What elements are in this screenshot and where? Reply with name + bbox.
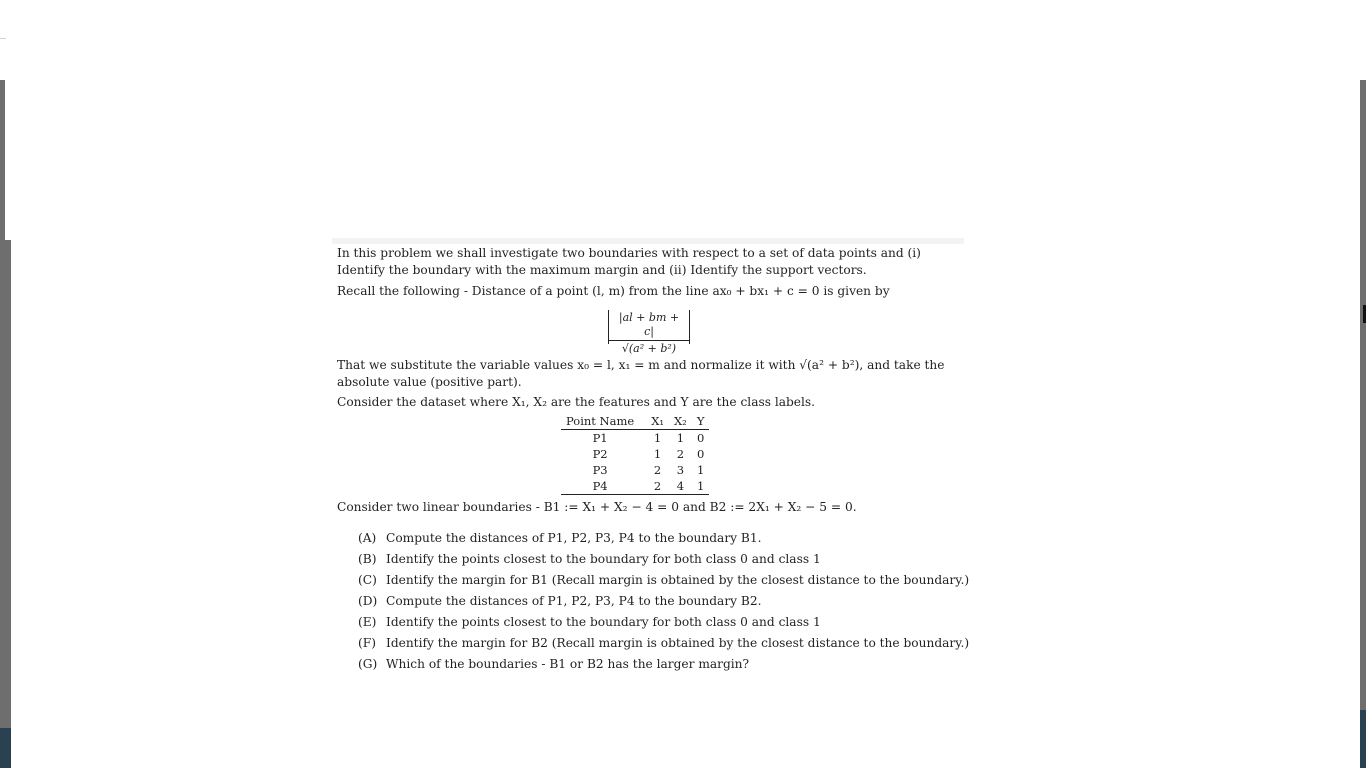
table-row bbox=[561, 430, 709, 447]
problem-intro: In this problem we shall investigate two boundaries with respect to a set of data points and (i) Identify the boundary with the maximum margin and (ii) Identify the support vectors. bbox=[337, 246, 921, 277]
formula-numerator: |al + bm + c| bbox=[609, 310, 689, 341]
question-label: (B) bbox=[358, 552, 377, 566]
question-label: (C) bbox=[358, 573, 377, 587]
list-item bbox=[358, 654, 969, 675]
list-item bbox=[358, 549, 969, 570]
substitute-text: That we substitute the variable values x₀ = l, x₁ = m and normalize it with √(a² + b²), and take the absolute value (positive part). bbox=[337, 358, 945, 389]
question-text: Which of the boundaries - B1 or B2 has the larger margin? bbox=[386, 657, 750, 671]
question-text: Identify the margin for B2 (Recall margin is obtained by the closest distance to the boundary.) bbox=[386, 636, 970, 650]
question-text: Identify the points closest to the boundary for both class 0 and class 1 bbox=[386, 615, 821, 629]
cell-y: 0 bbox=[696, 447, 705, 461]
table-header-row bbox=[561, 414, 709, 430]
cell-x2: 1 bbox=[676, 431, 685, 445]
cell-x2: 2 bbox=[676, 447, 685, 461]
list-item bbox=[358, 612, 969, 633]
cell-point: P4 bbox=[561, 478, 646, 495]
cell-x2: 3 bbox=[676, 463, 685, 477]
question-label: (F) bbox=[358, 636, 376, 650]
question-text: Identify the margin for B1 (Recall margin is obtained by the closest distance to the boundary.) bbox=[386, 573, 970, 587]
question-text: Compute the distances of P1, P2, P3, P4 to the boundary B1. bbox=[386, 531, 762, 545]
question-label: (E) bbox=[358, 615, 377, 629]
screen-edge-left bbox=[0, 80, 5, 240]
dataset-intro: Consider the dataset where X₁, X₂ are the features and Y are the class labels. bbox=[337, 395, 816, 409]
list-item bbox=[358, 570, 969, 591]
window-edge-line bbox=[0, 38, 6, 39]
cell-y: 0 bbox=[696, 431, 705, 445]
question-list bbox=[358, 528, 969, 675]
table-row bbox=[561, 462, 709, 478]
recall-text: Recall the following - Distance of a point (l, m) from the line ax₀ + bx₁ + c = 0 is given by bbox=[337, 284, 890, 298]
question-label: (A) bbox=[358, 531, 377, 545]
cell-x1: 2 bbox=[646, 478, 669, 495]
header-x1: X₁ bbox=[646, 414, 669, 430]
distance-formula bbox=[608, 310, 690, 355]
cell-y: 1 bbox=[696, 463, 705, 477]
header-point-name: Point Name bbox=[561, 414, 646, 430]
cell-x2: 4 bbox=[669, 478, 692, 495]
list-item bbox=[358, 633, 969, 654]
cell-x1: 1 bbox=[653, 447, 662, 461]
header-y: Y bbox=[692, 414, 710, 430]
dataset-table bbox=[561, 414, 709, 495]
page-top-shade bbox=[332, 238, 964, 244]
question-label: (D) bbox=[358, 594, 378, 608]
cell-x1: 1 bbox=[653, 431, 662, 445]
cell-point: P3 bbox=[592, 463, 608, 477]
question-text: Compute the distances of P1, P2, P3, P4 to the boundary B2. bbox=[386, 594, 762, 608]
cell-point: P2 bbox=[592, 447, 608, 461]
screen-edge-right bbox=[1360, 80, 1366, 710]
cell-y: 1 bbox=[692, 478, 710, 495]
problem-page bbox=[332, 238, 970, 688]
screen-edge-left-lower bbox=[0, 240, 11, 728]
header-x2: X₂ bbox=[669, 414, 692, 430]
list-item bbox=[358, 591, 969, 612]
cell-x1: 2 bbox=[653, 463, 662, 477]
taskbar-edge-right bbox=[1360, 710, 1366, 768]
formula-denominator: √(a² + b²) bbox=[621, 342, 677, 355]
cell-point: P1 bbox=[592, 431, 608, 445]
question-label: (G) bbox=[358, 657, 378, 671]
list-item bbox=[358, 528, 969, 549]
question-text: Identify the points closest to the boundary for both class 0 and class 1 bbox=[386, 552, 821, 566]
table-row bbox=[561, 478, 709, 495]
boundaries-text: Consider two linear boundaries - B1 := X₁ + X₂ − 4 = 0 and B2 := 2X₁ + X₂ − 5 = 0. bbox=[337, 500, 857, 514]
taskbar-edge-left bbox=[0, 728, 11, 768]
table-row bbox=[561, 446, 709, 462]
